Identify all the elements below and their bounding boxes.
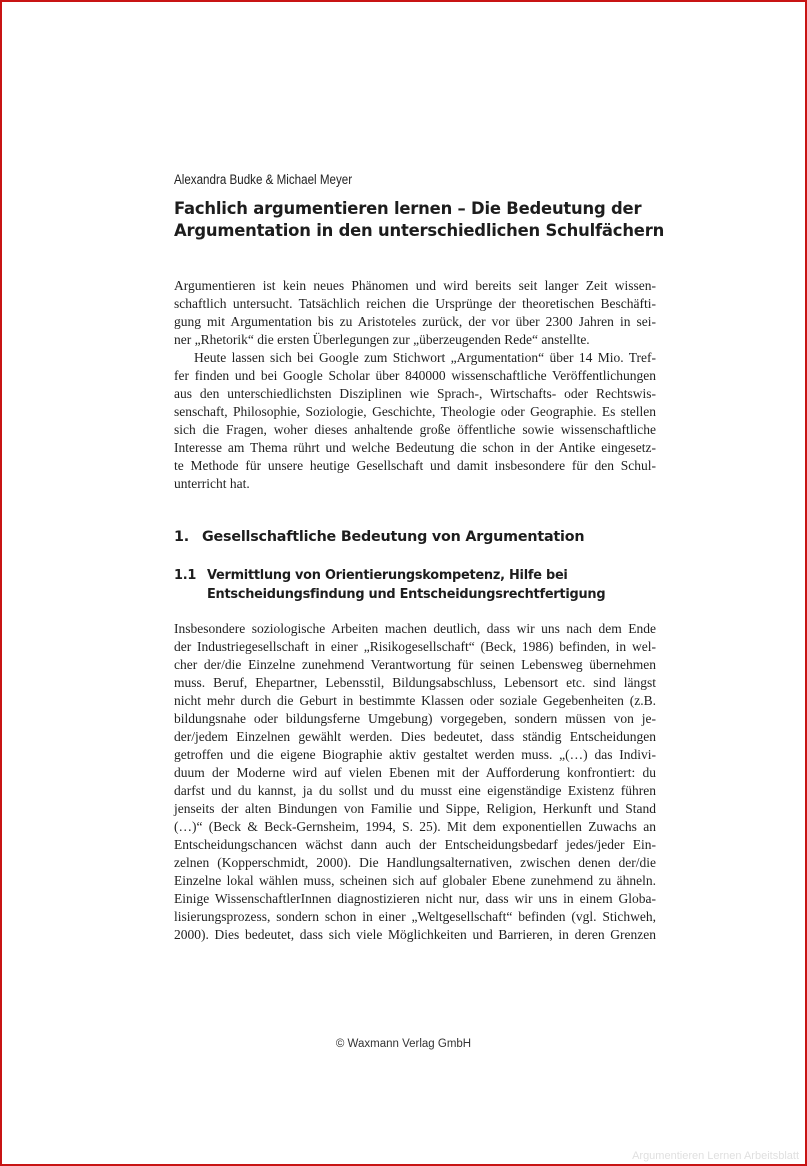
subsection-title-line: Entscheidungsfindung und Entscheidungsrechtfertigung (207, 587, 606, 602)
text-line: der/jedem Einzelnen gewählt werden. Dies bedeutet, dass ständig Entscheidungen (174, 729, 656, 744)
copyright-footer: © Waxmann Verlag GmbH (335, 1038, 472, 1050)
chapter-title (174, 198, 665, 242)
watermark-text: Argumentieren Lernen Arbeitsblatt (632, 1150, 799, 1162)
subsection-heading (174, 566, 605, 604)
body-text (174, 620, 656, 944)
text-line: jenseits der alten Bindungen von Familie und Sippe, Religion, Herkunft und Stand (174, 801, 656, 816)
text-line: zelnen (Kopperschmidt, 2000). Die Handlungsalternativen, zwischen denen der/die (174, 855, 656, 870)
section-number: 1. (174, 529, 189, 545)
text-line: Heute lassen sich bei Google zum Stichwort „Argumentation“ über 14 Mio. Tref- (194, 350, 656, 365)
text-line: unterricht hat. (174, 476, 250, 491)
text-line: duum der Moderne wird auf vielen Ebenen mit der Aufforderung konfrontiert: du (174, 765, 656, 780)
text-line: Insbesondere soziologische Arbeiten machen deutlich, dass wir uns nach dem Ende (174, 621, 656, 636)
chapter-title-line: Argumentation in den unterschiedlichen Schulfächern (174, 221, 665, 240)
text-line: lisierungsprozess, sondern schon in einer „Weltgesellschaft“ befinden (vgl. Stichweh, (174, 909, 656, 924)
text-line: muss. Beruf, Ehepartner, Lebensstil, Bildungsabschluss, Lebensort etc. sind längst (174, 675, 656, 690)
text-line: senschaft, Philosophie, Soziologie, Geschichte, Theologie oder Geographie. Es stellen (174, 404, 656, 419)
text-line: Entscheidungschancen wächst dann auch der Entscheidungsbedarf jedes/jeder Ein- (174, 837, 656, 852)
text-line: Argumentieren ist kein neues Phänomen und wird bereits seit langer Zeit wissen- (174, 278, 656, 293)
text-line: Einzelne lokal wählen muss, scheinen sich auf globaler Ebene zunehmend zu ähneln. (174, 873, 656, 888)
text-line: te Methode für unsere heutige Gesellschaft und damit insbesondere für den Schul- (174, 458, 656, 473)
text-line: schaftlich untersucht. Tatsächlich reichen die Ursprünge der theoretischen Beschäfti- (174, 296, 656, 311)
text-line: Einige WissenschaftlerInnen diagnostizieren nicht nur, dass wir uns in einem Globa- (174, 891, 656, 906)
text-line: gung mit Argumentation bis zu Aristoteles zurück, der vor über 2300 Jahren in sei- (174, 314, 656, 329)
text-line: darfst und du kannst, ja du sollst und du musst eine eigenständige Existenz führen (174, 783, 656, 798)
section-title: Gesellschaftliche Bedeutung von Argumentation (202, 529, 585, 545)
text-line: nicht mehr durch die Geburt in bestimmte Klassen oder soziale Gegebenheiten (z.B. (174, 693, 656, 708)
text-line: sich die Fragen, woher dieses anhaltende große öffentliche sowie wissenschaftliche (174, 422, 656, 437)
section-heading (174, 529, 584, 545)
text-line: der Industriegesellschaft in einer „Risikogesellschaft“ (Beck, 1986) befinden, in wel- (174, 639, 656, 654)
author-line: Alexandra Budke & Michael Meyer (174, 172, 353, 187)
text-line: cher der/die Einzelne zunehmend Verantwortung für seinen Lebensweg übernehmen (174, 657, 656, 672)
subsection-title-line: Vermittlung von Orientierungskompetenz, Hilfe bei (207, 568, 568, 583)
text-line: 2000). Dies bedeutet, dass sich viele Möglichkeiten und Barrieren, in deren Grenzen (174, 927, 656, 942)
subsection-number: 1.1 (174, 568, 197, 583)
text-line: getroffen und die eigene Biographie aktiv gestaltet werden muss. „(…) das Indivi- (174, 747, 656, 762)
text-line: bildungsnahe oder bildungsferne Umgebung) vorgegeben, sondern müssen von je- (174, 711, 656, 726)
chapter-title-line: Fachlich argumentieren lernen – Die Bedeutung der (174, 199, 642, 218)
text-line: Interesse am Thema rührt und welche Bedeutung die schon in der Antike eingesetz- (174, 440, 656, 455)
intro-text (174, 277, 656, 493)
text-line: fer finden und bei Google Scholar über 840000 wissenschaftliche Veröffentlichungen (174, 368, 656, 383)
text-line: ner „Rhetorik“ die ersten Überlegungen zur „überzeugenden Rede“ anstellte. (174, 332, 590, 347)
text-line: aus den unterschiedlichsten Disziplinen wie Sprach-, Wirtschafts- oder Rechtswis- (174, 386, 656, 401)
text-line: (…)“ (Beck & Beck-Gernsheim, 1994, S. 25). Mit dem exponentiellen Zuwachs an (174, 819, 656, 834)
